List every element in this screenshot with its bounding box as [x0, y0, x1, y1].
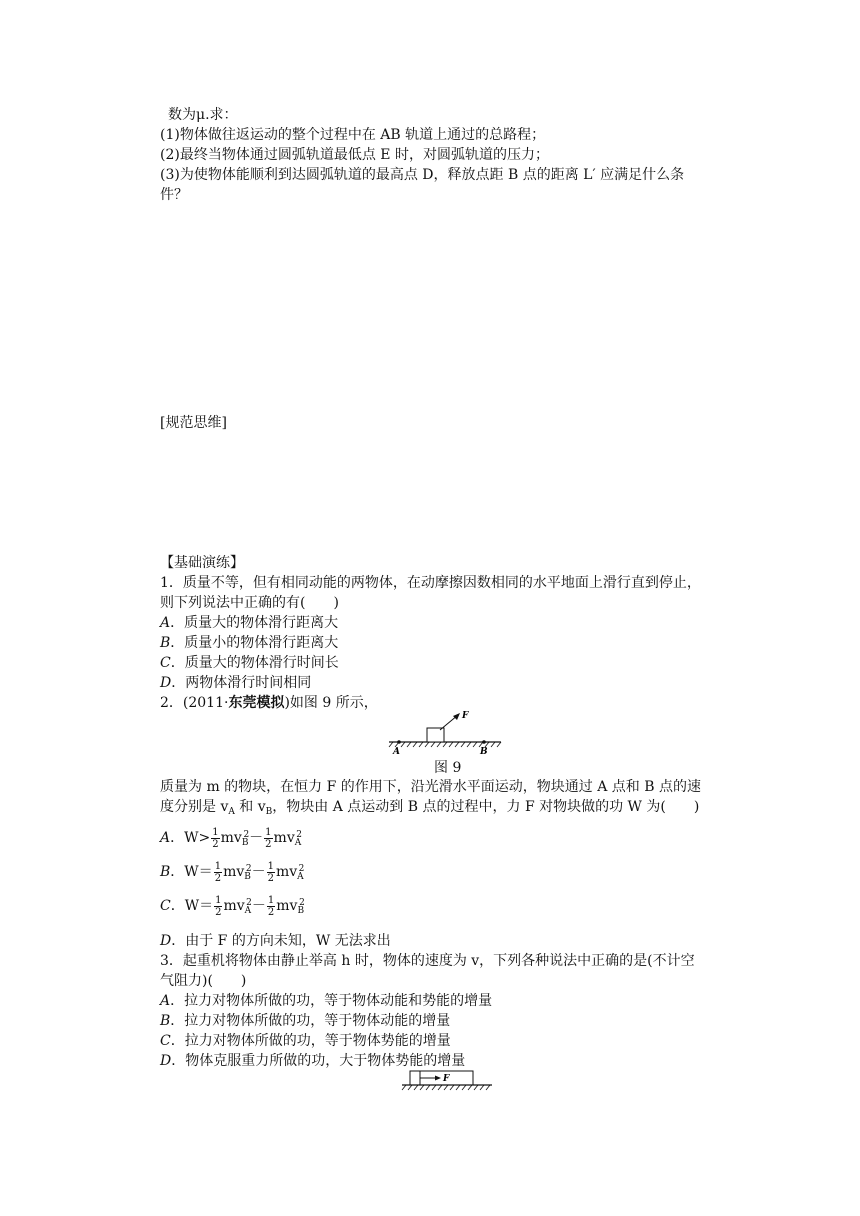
problem-3-stem: 3．起重机将物体由静止举高 h 时，物体的速度为 v，下列各种说法中正确的是(不计空 [160, 953, 695, 969]
fraction-denominator: 2 [265, 838, 272, 850]
intro-line: 数为μ.求： [168, 107, 238, 123]
subscript-b: B [241, 838, 249, 848]
fraction-denominator: 2 [214, 872, 222, 884]
problem-3-option-b [160, 1011, 750, 1031]
option-letter: B [160, 864, 171, 880]
fraction-numerator: 1 [212, 826, 219, 838]
option-text: 质量小的物体滑行距离大 [184, 635, 339, 651]
question-2: (2)最终当物体通过圆弧轨道最低点 E 时，对圆弧轨道的压力； [160, 147, 549, 163]
figure-label-a: A [393, 747, 400, 754]
fraction-half [214, 895, 222, 918]
figure-9-caption: 图 9 [434, 760, 462, 776]
option-dot: ． [170, 864, 185, 880]
fraction-half [267, 895, 275, 918]
problem-1-option-d [160, 673, 750, 693]
problem-1-stem: 1．质量不等，但有相同动能的两物体，在动摩擦因数相同的水平地面上滑行直到停止， [160, 575, 701, 591]
option-text: 拉力对物体所做的功，等于物体势能的增量 [184, 1033, 451, 1049]
option-dot: ． [171, 933, 186, 949]
subscript-a: A [297, 872, 304, 882]
option-letter: C [160, 1033, 171, 1049]
option-letter: B [160, 1013, 171, 1029]
option-letter: A [160, 993, 171, 1009]
subscript-a: A [294, 838, 302, 848]
fraction-numerator: 1 [267, 894, 275, 906]
question-3: (3)为使物体能顺利到达圆弧轨道的最高点 D，释放点距 B 点的距离 L′ 应满足什么条 [160, 167, 685, 183]
fraction-denominator: 2 [215, 906, 222, 918]
fraction-numerator: 1 [214, 860, 222, 872]
option-letter: C [160, 898, 171, 914]
option-text: 质量大的物体滑行时间长 [184, 655, 339, 671]
fraction-half [214, 861, 222, 884]
option-letter: D [160, 1053, 172, 1069]
stem-source: 东莞模拟 [228, 695, 285, 711]
formula-prefix: W> [184, 830, 211, 846]
section-title-practice: 【基础演练】 [160, 555, 244, 571]
body-text: 和 v [234, 799, 266, 815]
option-text: 物体克服重力所做的功，大于物体势能的增量 [185, 1053, 466, 1069]
option-text: 拉力对物体所做的功，等于物体动能的增量 [184, 1013, 451, 1029]
superscript-2: 2 [243, 830, 250, 840]
formula-term: mv [223, 864, 245, 880]
fraction-denominator: 2 [212, 838, 219, 850]
option-letter: B [160, 635, 171, 651]
option-text: 拉力对物体所做的功，等于物体动能和势能的增量 [184, 993, 493, 1009]
figure-9-diagram [385, 708, 505, 754]
formula-term: mv [220, 830, 242, 846]
minus-sign: － [249, 830, 264, 846]
problem-2-option-c [160, 891, 750, 921]
fraction-denominator: 2 [267, 906, 275, 918]
fraction-numerator: 1 [267, 860, 274, 872]
formula-term: mv [275, 864, 298, 880]
problem-2-option-d [160, 931, 750, 951]
section-title-guide: [规范思维] [160, 415, 227, 431]
option-dot: ． [170, 1033, 185, 1049]
option-dot: ． [170, 898, 185, 914]
option-dot: ． [170, 830, 185, 846]
formula-term: mv [273, 830, 295, 846]
option-dot: ． [170, 615, 185, 631]
option-letter: A [160, 830, 171, 846]
option-dot: ． [170, 1013, 185, 1029]
superscript-2: 2 [298, 864, 305, 874]
stem-suffix: )如图 9 所示， [284, 695, 378, 711]
superscript-2: 2 [296, 830, 302, 840]
minus-sign: － [251, 898, 266, 914]
option-text: 两物体滑行时间相同 [185, 675, 312, 691]
option-text: 质量大的物体滑行距离大 [184, 615, 339, 631]
fraction-numerator: 1 [215, 894, 222, 906]
figure-label-b: B [480, 747, 488, 754]
formula-prefix: W＝ [184, 864, 213, 880]
problem-1-stem-cont: 则下列说法中正确的有( ) [160, 595, 339, 611]
option-dot: ． [170, 655, 185, 671]
problem-3-stem-cont: 气阻力)( ) [160, 973, 247, 989]
problem-2-body-cont [160, 797, 750, 822]
problem-3-option-c [160, 1031, 750, 1051]
option-letter: D [160, 675, 172, 691]
figure-label-f: F [443, 1074, 450, 1084]
minus-sign: － [251, 864, 266, 880]
problem-3-option-a [160, 991, 750, 1011]
problem-2-option-a [160, 823, 750, 853]
problem-2-option-b [160, 857, 750, 887]
subscript-b: B [244, 872, 251, 882]
question-1: (1)物体做往返运动的整个过程中在 AB 轨道上通过的总路程； [160, 127, 546, 143]
subscript-a: A [244, 906, 252, 916]
option-letter: D [160, 933, 172, 949]
option-letter: C [160, 655, 171, 671]
subscript-a: A [228, 807, 235, 817]
formula-term: mv [223, 898, 245, 914]
option-dot: ． [171, 675, 186, 691]
superscript-2: 2 [245, 864, 252, 874]
subscript-b: B [265, 807, 273, 817]
option-dot: ． [170, 635, 185, 651]
problem-1-option-a [160, 613, 750, 633]
fraction-half [211, 827, 219, 850]
body-text: 度分别是 v [160, 799, 229, 815]
problem-1-option-c [160, 653, 750, 673]
problem-2-body: 质量为 m 的物块，在恒力 F 的作用下，沿光滑水平面运动，物块通过 A 点和 B 点的速 [160, 779, 701, 795]
question-3-cont: 件？ [160, 187, 188, 203]
superscript-2: 2 [299, 898, 305, 908]
option-letter: A [160, 615, 171, 631]
problem-3-diagram [400, 1066, 494, 1096]
formula-prefix: W＝ [184, 898, 214, 914]
fraction-numerator: 1 [265, 826, 272, 838]
option-dot: ． [170, 993, 185, 1009]
option-dot: ． [171, 1053, 186, 1069]
body-text: ，物块由 A 点运动到 B 点的过程中，力 F 对物块做的功 W 为( ) [272, 799, 700, 815]
fraction-half [264, 827, 272, 850]
formula-term: mv [276, 898, 298, 914]
subscript-b: B [297, 906, 305, 916]
figure-label-f: F [462, 711, 469, 721]
fraction-denominator: 2 [267, 872, 274, 884]
superscript-2: 2 [246, 898, 252, 908]
problem-1-option-b [160, 633, 750, 653]
fraction-half [267, 861, 275, 884]
stem-prefix: 2．(2011· [160, 695, 229, 711]
option-text: 由于 F 的方向未知，W 无法求出 [185, 933, 391, 949]
